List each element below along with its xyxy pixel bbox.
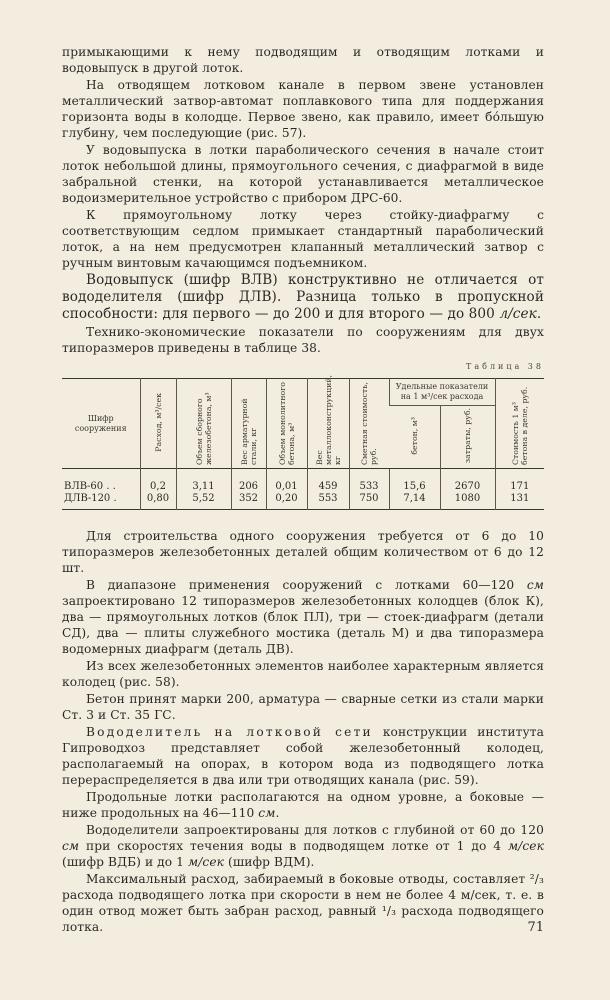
col-header-volume-monolithic: Объем монолитного бетона, м³ xyxy=(266,379,307,469)
cell-flow: 0,2 xyxy=(140,469,176,494)
cell-steel: 352 xyxy=(231,493,266,510)
cell-volume-monolithic: 0,01 xyxy=(266,469,307,494)
cell-metal: 459 xyxy=(307,469,349,494)
cell-expense: 2670 xyxy=(440,469,495,494)
col-header-volume-precast: Объем сборного железобетона, м³ xyxy=(176,379,231,469)
paragraph-2: На отводящем лотковом канале в первом звене установлен металлический затвор-автомат поплавкового типа для поддержания горизонта воды в колодце. Первое звено, как правило, имеет бо́льшую глубину, чем последующие (рис. 57). xyxy=(62,78,544,140)
paragraph-11: Вододелители запроектированы для лотков с глубиной от 60 до 120 см при скоростях течения воды в подводящем лотке от 1 до 4 м/сек (шифр ВДБ) и до 1 м/сек (шифр ВДМ). xyxy=(62,823,544,869)
cell-unit-cost: 131 xyxy=(495,493,544,510)
col-header-code: Шифр сооружения xyxy=(74,413,127,433)
cell-concrete: 15,6 xyxy=(389,469,440,494)
cell-cost: 533 xyxy=(349,469,389,494)
paragraph-vlv xyxy=(62,272,544,323)
col-header-specific: Удельные показатели на 1 м³/сек расхода xyxy=(389,379,495,406)
cell-cost: 750 xyxy=(349,493,389,510)
paragraph-7: Из всех железобетонных элементов наиболее характерным является колодец (рис. 58). xyxy=(62,659,544,689)
cell-expense: 1080 xyxy=(440,493,495,510)
col-header-metal: Вес металлоконструкций, кг xyxy=(307,379,349,469)
cell-unit-cost: 171 xyxy=(495,469,544,494)
table-row xyxy=(62,493,544,510)
cell-steel: 206 xyxy=(231,469,266,494)
vlv-tail: . xyxy=(536,306,542,322)
col-header-cost: Сметная стоимость, руб. xyxy=(349,379,389,469)
specs-table xyxy=(62,374,544,510)
cell-code: ДЛВ-120 . xyxy=(64,493,117,504)
paragraph-6: В диапазоне применения сооружений с лотками 60—120 см запроектировано 12 типоразмеров железобетонных колодцев (блок К), два — прямоугольных лотков (блок ПЛ), три — стоек-диафрагм (детали СД), два — плиты служебного мостика (деталь М) и два типоразмера водомерных диафрагм (деталь ДВ). xyxy=(62,578,544,656)
cell-code: ВЛВ-60 . . xyxy=(62,469,140,494)
col-header-expense: затраты, руб. xyxy=(440,406,495,469)
table-intro: Технико-экономические показатели по сооружениям для двух типоразмеров приведены в таблице 38. xyxy=(62,325,544,355)
col-header-unit-cost: Стоимость 1 м³ бетона в деле, руб. xyxy=(495,379,544,469)
cell-metal: 553 xyxy=(307,493,349,510)
cell-volume-precast: 5,52 xyxy=(176,493,231,510)
paragraph-10: Продольные лотки располагаются на одном уровне, а боковые — ниже продольных на 46—110 см. xyxy=(62,790,544,820)
paragraph-8: Бетон принят марки 200, арматура — сварные сетки из стали марки Ст. 3 и Ст. 35 ГС. xyxy=(62,692,544,722)
paragraph-4: К прямоугольному лотку через стойку-диафрагму с соответствующим седлом примыкает стандартный параболический лоток, а на нем предусмотрен клапанный металлический затвор с ручным винтовым качающимся подъемником. xyxy=(62,208,544,270)
spaced-heading: Вододелитель на лотковой сети xyxy=(86,725,373,739)
col-header-concrete: бетон, м³ xyxy=(409,417,419,455)
table-row xyxy=(62,469,544,494)
cell-volume-monolithic: 0,20 xyxy=(266,493,307,510)
vlv-unit: л/сек xyxy=(499,306,537,322)
paragraph-3: У водовыпуска в лотки параболического сечения в начале стоит лоток небольшой длины, прямоугольного сечения, с диафрагмой в виде забральной стенки, на которой устанавливается металлическое водоизмерительное устройство с прибором ДРС-60. xyxy=(62,143,544,205)
page-number: 71 xyxy=(527,920,544,935)
paragraph-12: Максимальный расход, забираемый в боковые отводы, составляет ²/₃ расхода подводящего лотка при скорости в нем не более 4 м/сек, т. е. в один отвод может быть забран расход, равный ¹/₃ расхода подводящего лотка. xyxy=(62,872,544,934)
vlv-text: Водовыпуск (шифр ВЛВ) конструктивно не отличается от вододелителя (шифр ДЛВ). Разница только в пропускной способности: для первого — до 200 и для второго — до 800 xyxy=(62,272,544,322)
cell-concrete: 7,14 xyxy=(389,493,440,510)
cell-volume-precast: 3,11 xyxy=(176,469,231,494)
paragraph-5: Для строительства одного сооружения требуется от 6 до 10 типоразмеров железобетонных деталей общим количеством от 6 до 12 шт. xyxy=(62,529,544,575)
paragraph-9: Вододелитель на лотковой сети конструкции института Гипроводхоз представляет собой железобетонный колодец, располагаемый на опорах, в котором вода из подводящего лотка перераспределяется в два или три отводящих канала (рис. 59). xyxy=(62,725,544,787)
cell-flow: 0,80 xyxy=(140,493,176,510)
table-label: Таблица 38 xyxy=(466,362,544,371)
col-header-flow: Расход, м³/сек xyxy=(140,379,176,469)
paragraph-1: примыкающими к нему подводящим и отводящим лотками и водовыпуск в другой лоток. xyxy=(62,45,544,75)
col-header-steel: Вес арматурной стали, кг xyxy=(231,379,266,469)
